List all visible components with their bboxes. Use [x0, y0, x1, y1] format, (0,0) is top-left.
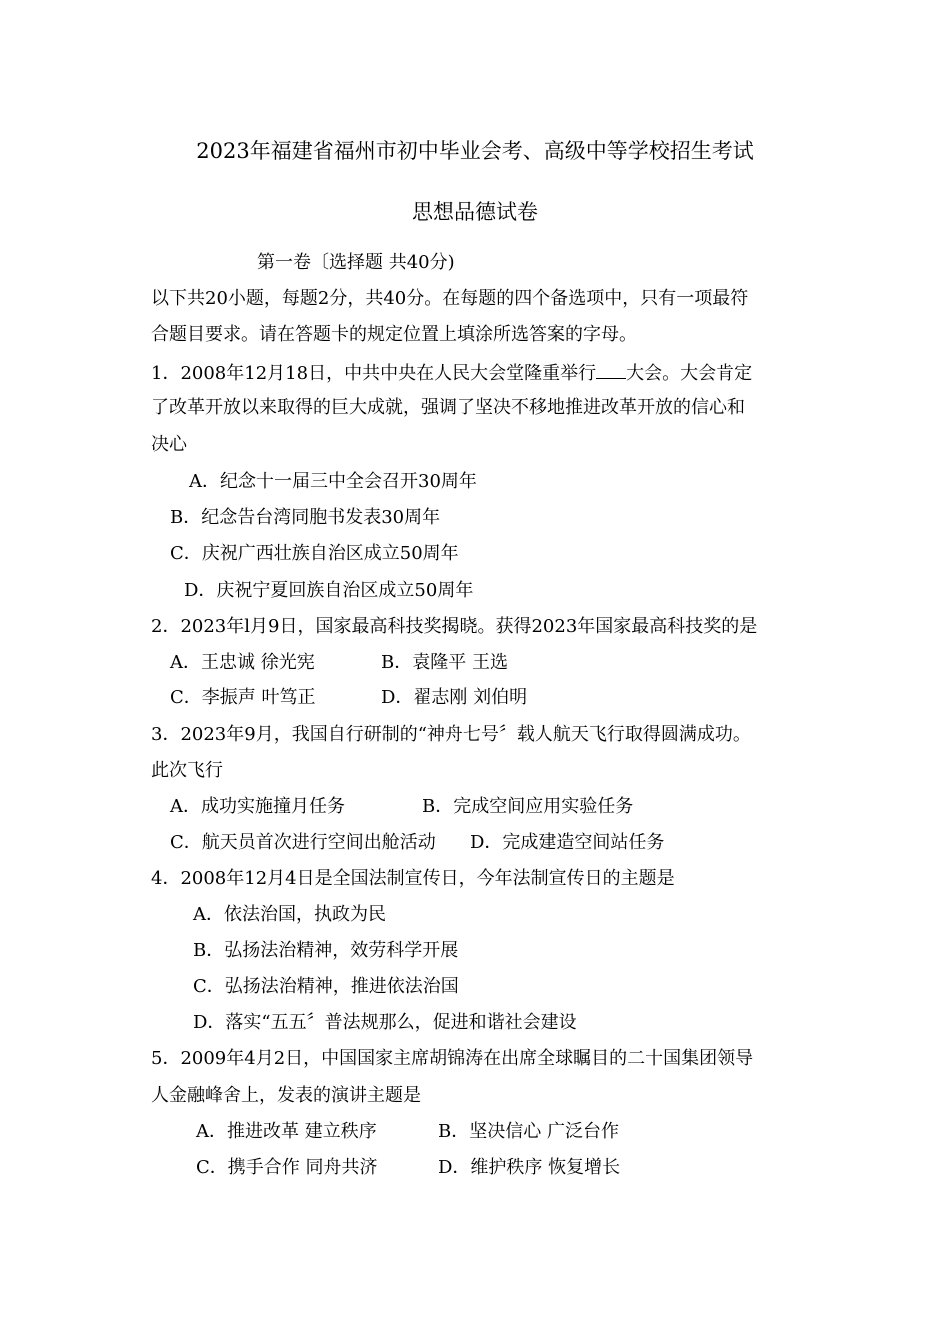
question-5-option-d: D．维护秩序 恢复增长 [438, 1157, 621, 1178]
question-5-option-b: B．坚决信心 广泛台作 [438, 1121, 619, 1142]
question-1-stem-before-blank: 1．2008年12月18日，中共中央在人民大会堂隆重举行 [151, 363, 597, 384]
question-1-stem [151, 360, 752, 386]
question-5-stem-line: 人金融峰舍上，发表的演讲主题是 [151, 1085, 421, 1106]
question-2-option-a: A．王忠诚 徐光宪 [170, 652, 315, 673]
question-3-option-b: B．完成空间应用实验任务 [422, 796, 634, 817]
question-5-option-a: A．推进改革 建立秩序 [196, 1121, 377, 1142]
question-2-option-c: C．李振声 叶笃正 [170, 687, 316, 708]
instructions-line: 合题目要求。请在答题卡的规定位置上填涂所选答案的字母。 [151, 324, 637, 345]
question-1-stem-line: 了改革开放以来取得的巨大成就，强调了坚决不移地推进改革开放的信心和 [151, 397, 745, 418]
question-3-option-d: D．完成建造空间站任务 [470, 832, 665, 853]
question-4-option-d: D．落实“五五〞普法规那么，促进和谐社会建设 [193, 1012, 577, 1033]
question-5-option-c: C．携手合作 同舟共济 [196, 1157, 378, 1178]
question-2-option-b: B．袁隆平 王选 [381, 652, 508, 673]
question-1-option-d: D．庆祝宁夏回族自治区成立50周年 [184, 580, 474, 601]
question-1-option-c: C．庆祝广西壮族自治区成立50周年 [170, 543, 459, 564]
question-3-option-c: C．航天员首次进行空间出舱活动 [170, 832, 436, 853]
question-2-stem: 2．2023年l月9日，国家最高科技奖揭晓。获得2023年国家最高科技奖的是 [151, 616, 758, 637]
question-4-option-b: B．弘扬法治精神，效劳科学开展 [193, 940, 459, 961]
question-5-stem: 5．2009年4月2日，中国国家主席胡锦涛在出席全球瞩目的二十国集团领导 [151, 1048, 754, 1069]
instructions-line: 以下共20小题，每题2分，共40分。在每题的四个备选项中，只有一项最符 [151, 288, 749, 309]
section-heading: 第一卷〔选择题 共40分) [257, 252, 455, 273]
question-3-stem-line: 此次飞行 [151, 760, 223, 781]
question-4-stem: 4．2008年12月4日是全国法制宣传日，今年法制宣传日的主题是 [151, 868, 675, 889]
question-1-stem-line: 决心 [151, 434, 187, 455]
exam-title: 2023年福建省福州市初中毕业会考、高级中等学校招生考试 [196, 139, 754, 163]
question-1-option-a: A．纪念十一届三中全会召开30周年 [189, 471, 477, 492]
exam-subtitle: 思想品德试卷 [412, 200, 538, 224]
question-2-option-d: D．翟志刚 刘伯明 [381, 687, 528, 708]
question-3-stem: 3．2023年9月，我国自行研制的“神舟七号〞载人航天飞行取得圆满成功。 [151, 724, 751, 745]
question-4-option-c: C．弘扬法治精神，推进依法治国 [193, 976, 459, 997]
question-3-option-a: A．成功实施撞月任务 [170, 796, 345, 817]
question-1-stem-after-blank: 大会。大会肯定 [626, 363, 753, 384]
question-4-option-a: A．依法治国，执政为民 [193, 904, 386, 925]
answer-blank [596, 360, 626, 379]
question-1-option-b: B．纪念告台湾同胞书发表30周年 [170, 507, 441, 528]
